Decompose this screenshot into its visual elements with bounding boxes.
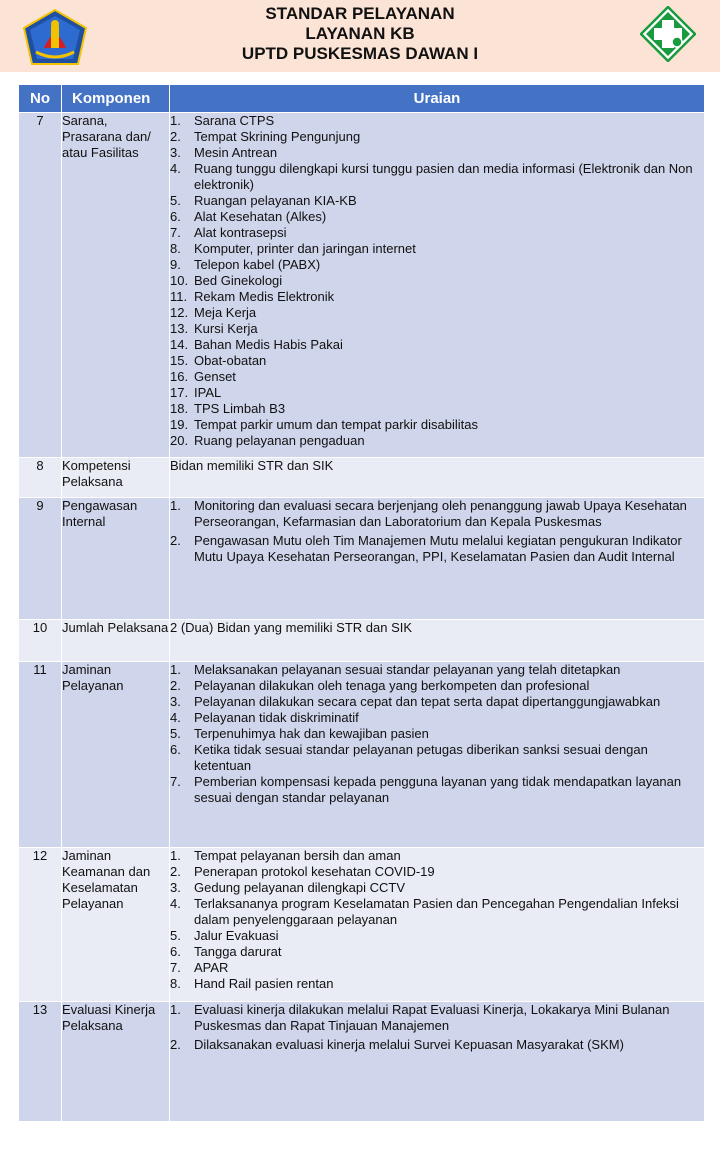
list-item: 3. Mesin Antrean bbox=[170, 145, 278, 160]
list-item: 2. Dilaksanakan evaluasi kinerja melalui Survei Kepuasan Masyarakat (SKM) bbox=[170, 1037, 624, 1052]
list-item: 13. Kursi Kerja bbox=[170, 321, 258, 336]
table-row bbox=[19, 458, 705, 498]
row-number: 7 bbox=[19, 113, 62, 458]
list-item: 2. Pelayanan dilakukan oleh tenaga yang berkompeten dan profesional bbox=[170, 678, 590, 693]
list-item: 5. Ruangan pelayanan KIA-KB bbox=[170, 193, 357, 208]
title-line-2: LAYANAN KB bbox=[305, 24, 415, 43]
list-item: 1. Melaksanakan pelayanan sesuai standar pelayanan yang telah ditetapkan bbox=[170, 662, 621, 677]
list-item: 17. IPAL bbox=[170, 385, 222, 400]
column-header-uraian: Uraian bbox=[170, 85, 705, 113]
list-item: 19. Tempat parkir umum dan tempat parkir disabilitas bbox=[170, 417, 478, 432]
item-list bbox=[170, 113, 704, 449]
row-number: 10 bbox=[19, 620, 62, 662]
list-item: 4. Ruang tunggu dilengkapi kursi tunggu pasien dan media informasi (Elektronik dan Non elektronik) bbox=[170, 161, 693, 192]
row-description bbox=[170, 113, 705, 458]
list-item: 4. Pelayanan tidak diskriminatif bbox=[170, 710, 359, 725]
table-row bbox=[19, 662, 705, 848]
list-item: 3. Pelayanan dilakukan secara cepat dan tepat serta dapat dipertanggungjawabkan bbox=[170, 694, 661, 709]
list-item: 8. Komputer, printer dan jaringan internet bbox=[170, 241, 416, 256]
list-item: 6. Ketika tidak sesuai standar pelayanan petugas diberikan sanksi sesuai dengan ketentuan bbox=[170, 742, 648, 773]
table-row bbox=[19, 1002, 705, 1122]
table-row bbox=[19, 113, 705, 458]
header-banner bbox=[0, 0, 720, 72]
row-description: 2 (Dua) Bidan yang memiliki STR dan SIK bbox=[170, 620, 705, 662]
list-item: 14. Bahan Medis Habis Pakai bbox=[170, 337, 343, 352]
list-item: 10. Bed Ginekologi bbox=[170, 273, 283, 288]
list-item: 12. Meja Kerja bbox=[170, 305, 257, 320]
list-item: 2. Pengawasan Mutu oleh Tim Manajemen Mutu melalui kegiatan pengukuran Indikator Mutu Upaya Kesehatan Perseorangan, PPI, Keselamatan Pasien dan Audit Internal bbox=[170, 533, 682, 564]
table-header-row bbox=[19, 85, 705, 113]
row-component: Jaminan Keamanan dan Keselamatan Pelayanan bbox=[62, 848, 170, 1002]
item-list bbox=[170, 848, 704, 992]
list-item: 15. Obat-obatan bbox=[170, 353, 267, 368]
row-description: Bidan memiliki STR dan SIK bbox=[170, 458, 705, 498]
table-row bbox=[19, 498, 705, 620]
row-description bbox=[170, 848, 705, 1002]
row-component: Evaluasi Kinerja Pelaksana bbox=[62, 1002, 170, 1122]
column-header-komponen: Komponen bbox=[62, 85, 170, 113]
row-number: 12 bbox=[19, 848, 62, 1002]
list-item: 18. TPS Limbah B3 bbox=[170, 401, 286, 416]
title-line-3: UPTD PUSKESMAS DAWAN I bbox=[241, 44, 479, 63]
list-item: 3. Gedung pelayanan dilengkapi CCTV bbox=[170, 880, 406, 895]
row-description bbox=[170, 1002, 705, 1122]
list-item: 1. Monitoring dan evaluasi secara berjenjang oleh penanggung jawab Upaya Kesehatan Perseorangan, Kefarmasian dan Laboratorium dan Kepala Puskesmas bbox=[170, 498, 687, 529]
column-header-no: No bbox=[19, 85, 62, 113]
list-item: 6. Alat Kesehatan (Alkes) bbox=[170, 209, 327, 224]
row-number: 11 bbox=[19, 662, 62, 848]
list-item: 2. Tempat Skrining Pengunjung bbox=[170, 129, 361, 144]
list-item: 7. Alat kontrasepsi bbox=[170, 225, 287, 240]
row-component: Jaminan Pelayanan bbox=[62, 662, 170, 848]
list-item: 2. Penerapan protokol kesehatan COVID-19 bbox=[170, 864, 435, 879]
list-item: 7. Pemberian kompensasi kepada pengguna layanan yang tidak mendapatkan layanan sesuai dengan standar pelayanan bbox=[170, 774, 682, 805]
standard-table bbox=[18, 84, 705, 1122]
list-item: 20. Ruang pelayanan pengaduan bbox=[170, 433, 365, 448]
row-number: 8 bbox=[19, 458, 62, 498]
list-item: 7. APAR bbox=[170, 960, 229, 975]
title-line-1: STANDAR PELAYANAN bbox=[265, 4, 455, 23]
row-component: Pengawasan Internal bbox=[62, 498, 170, 620]
row-component: Jumlah Pelaksana bbox=[62, 620, 170, 662]
table-row bbox=[19, 620, 705, 662]
row-component: Sarana, Prasarana dan/ atau Fasilitas bbox=[62, 113, 170, 458]
table-row bbox=[19, 848, 705, 1002]
row-description bbox=[170, 498, 705, 620]
row-description bbox=[170, 662, 705, 848]
list-item: 5. Jalur Evakuasi bbox=[170, 928, 279, 943]
item-list bbox=[170, 662, 704, 806]
list-item: 1. Sarana CTPS bbox=[170, 113, 275, 128]
puskesmas-logo-icon bbox=[640, 6, 696, 62]
list-item: 4. Terlaksananya program Keselamatan Pasien dan Pencegahan Pengendalian Infeksi dalam penyelenggaraan pelayanan bbox=[170, 896, 679, 927]
list-item: 8. Hand Rail pasien rentan bbox=[170, 976, 334, 991]
list-item: 16. Genset bbox=[170, 369, 236, 384]
page-title bbox=[0, 4, 720, 64]
item-list bbox=[170, 1002, 704, 1053]
row-number: 13 bbox=[19, 1002, 62, 1122]
list-item: 5. Terpenuhimya hak dan kewajiban pasien bbox=[170, 726, 429, 741]
list-item: 1. Tempat pelayanan bersih dan aman bbox=[170, 848, 401, 863]
list-item: 9. Telepon kabel (PABX) bbox=[170, 257, 321, 272]
list-item: 11. Rekam Medis Elektronik bbox=[170, 289, 335, 304]
item-list bbox=[170, 498, 704, 565]
list-item: 6. Tangga darurat bbox=[170, 944, 282, 959]
row-component: Kompetensi Pelaksana bbox=[62, 458, 170, 498]
list-item: 1. Evaluasi kinerja dilakukan melalui Rapat Evaluasi Kinerja, Lokakarya Mini Bulanan Puskesmas dan Rapat Tinjauan Manajemen bbox=[170, 1002, 670, 1033]
row-number: 9 bbox=[19, 498, 62, 620]
